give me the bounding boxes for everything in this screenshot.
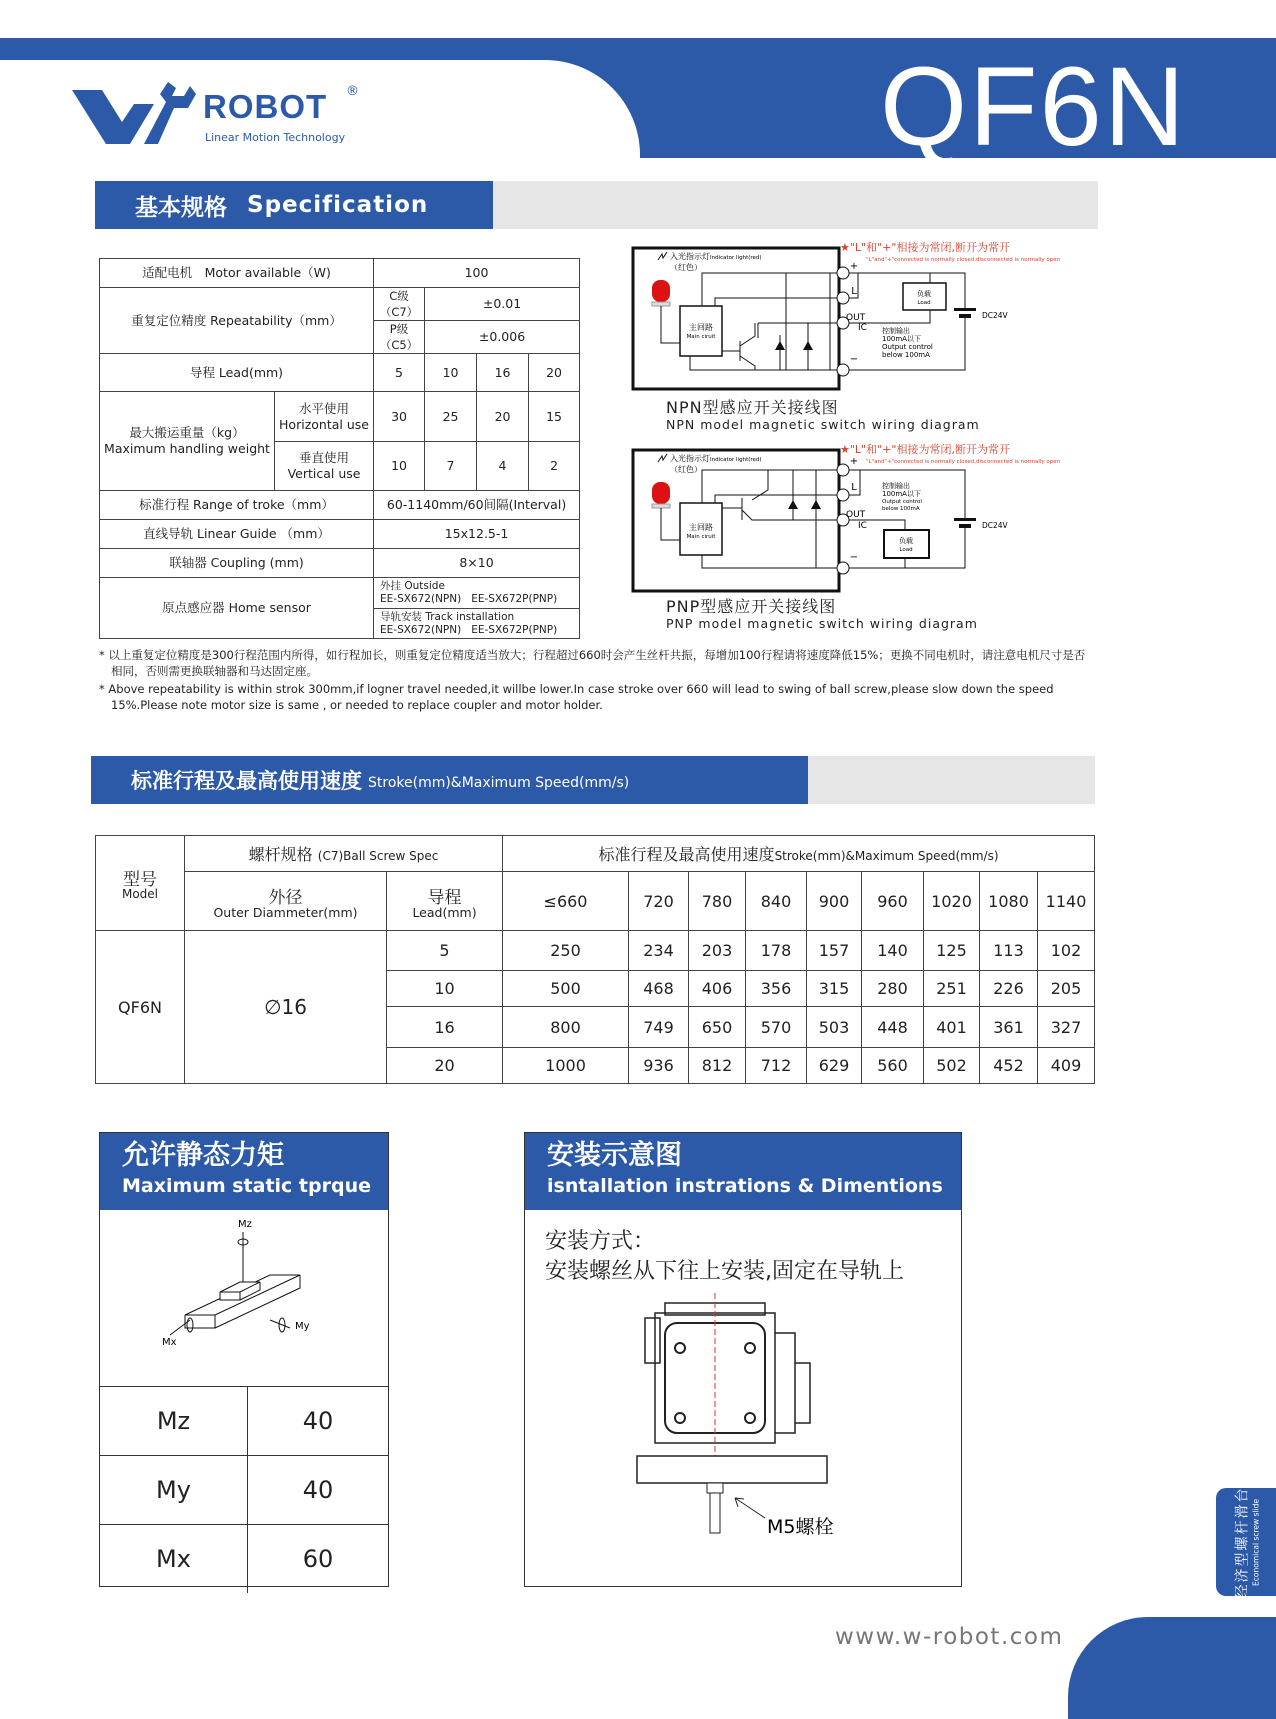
install-drawing <box>525 1293 961 1583</box>
footnote-cn: * 以上重复定位精度是300行程范围内所得，如行程加长，则重复定位精度适当放大；行程超过660时会产生丝杆共振，每增加100行程请将速度降低15%；更换不同电机时，请注意电机尺寸是否相同，否则需更换联轴器和马达固定座。 <box>99 648 1086 678</box>
torque-title-en: Maximum static tprque <box>122 1175 371 1197</box>
home-outside-models: EE-SX672(NPN) EE-SX672P(PNP) <box>380 593 558 605</box>
repeat-p-value: ±0.006 <box>425 321 580 354</box>
weight-value: 10 <box>374 442 425 491</box>
lead-cell: 10 <box>387 971 503 1007</box>
pnp-main-cn: 主回路 <box>689 523 713 532</box>
vertical-cn: 垂直使用 <box>299 450 350 465</box>
npn-title-cn: NPN型感应开关接线图 <box>666 398 839 417</box>
speed-cell: 800 <box>503 1007 629 1048</box>
speed-section-header <box>91 756 1095 804</box>
model-title: QF6N <box>880 44 1187 169</box>
repeat-c-label: C级（C7） <box>374 288 425 321</box>
speed-cell: 157 <box>807 931 862 971</box>
model-header-cn: 型号 <box>123 870 157 890</box>
stroke-col: 960 <box>862 872 924 931</box>
mx-axis-label: Mx <box>162 1337 177 1348</box>
pnp-ctrl-en2: below 100mA <box>882 506 920 512</box>
install-line1: 安装方式： <box>545 1229 656 1254</box>
speed-cell: 560 <box>862 1048 924 1084</box>
npn-indicator-color: （红色） <box>670 263 702 272</box>
out-label: OUT <box>846 313 866 323</box>
stroke-col: 720 <box>629 872 689 931</box>
light-rays-icon <box>658 454 667 462</box>
vertical-label <box>275 442 374 491</box>
l-terminal: L <box>851 482 857 493</box>
speed-cell: 500 <box>503 971 629 1007</box>
install-title-en: isntallation instrations & Dimentions <box>547 1175 943 1197</box>
robot-logo-icon <box>72 82 202 147</box>
bolt-label: M5螺栓 <box>767 1516 834 1538</box>
npn-main-en: Main ciruit <box>686 334 716 340</box>
model-cell: QF6N <box>96 931 185 1084</box>
my-axis-label: My <box>295 1321 310 1332</box>
pnp-load-cn: 负载 <box>899 537 913 545</box>
footnote-en: * Above repeatability is within strok 300mm,if logner travel needed,it willbe lower.In case stroke over 660 will lead to swing of ball screw,please slow down the speed 15%.Please note motor size is same , or needed to replace coupler and motor holder. <box>99 682 1054 712</box>
footer-corner <box>1068 1617 1276 1719</box>
speed-cell: 226 <box>980 971 1038 1007</box>
torque-header <box>100 1133 388 1210</box>
stroke-col: 780 <box>689 872 746 931</box>
mz-axis-label: Mz <box>238 1219 252 1230</box>
brand-tagline: Linear Motion Technology <box>205 131 346 144</box>
torque-row <box>100 1386 388 1455</box>
diameter-cell: ∅16 <box>185 931 387 1084</box>
install-box <box>524 1132 962 1587</box>
speed-cell: 629 <box>807 1048 862 1084</box>
motor-label: 适配电机 Motor available（W) <box>100 259 374 288</box>
speed-title-en: Stroke(mm)&Maximum Speed(mm/s) <box>368 775 630 791</box>
weight-value: 2 <box>529 442 580 491</box>
speed-cell: 401 <box>924 1007 980 1048</box>
torque-box <box>99 1132 389 1587</box>
lead-header-en: Lead(mm) <box>412 904 477 920</box>
lead-cell: 5 <box>387 931 503 971</box>
weight-value: 20 <box>477 392 529 442</box>
speed-cell: 205 <box>1038 971 1095 1007</box>
weight-label-cn: 最大搬运重量（kg） <box>129 425 245 440</box>
pnp-load-en: Load <box>899 547 913 553</box>
npn-indicator-en: Indicator light(red) <box>710 255 762 261</box>
screw-header <box>185 836 503 872</box>
pnp-diagram-caption <box>666 598 978 631</box>
speed-cell: 113 <box>980 931 1038 971</box>
speed-cell: 712 <box>746 1048 807 1084</box>
speed-cell: 234 <box>629 931 689 971</box>
guide-label: 直线导轨 Linear Guide （mm） <box>100 520 374 549</box>
lead-value: 16 <box>477 354 529 392</box>
npn-wiring-diagram <box>630 238 1090 398</box>
pnp-indicator-en: Indicator light(red) <box>710 457 762 463</box>
pnp-indicator-color: （红色） <box>670 465 702 474</box>
footnotes <box>99 647 1089 715</box>
speed-cell: 361 <box>980 1007 1038 1048</box>
ic-label: IC <box>858 323 867 333</box>
torque-row <box>100 1524 388 1593</box>
weight-value: 30 <box>374 392 425 442</box>
speed-cell: 936 <box>629 1048 689 1084</box>
speed-table <box>95 835 1095 1084</box>
npn-ctrl-cn: 控制输出 <box>882 327 910 335</box>
tab-label-en: Economical screw slide <box>1251 1498 1261 1586</box>
torque-value: 40 <box>302 1407 334 1435</box>
vertical-en: Vertical use <box>287 466 361 481</box>
npn-title-en: NPN model magnetic switch wiring diagram <box>666 417 980 432</box>
od-header <box>185 872 387 931</box>
npn-main-cn: 主回路 <box>689 323 713 332</box>
stroke-speed-header <box>503 836 1095 872</box>
coupling-value: 8×10 <box>374 549 580 578</box>
home-outside <box>374 578 580 609</box>
motor-value: 100 <box>374 259 580 288</box>
registered-mark: ® <box>346 84 359 99</box>
stroke-header-cn: 标准行程及最高使用速度 <box>598 845 775 864</box>
screw-header-cn: 螺杆规格 <box>248 845 313 864</box>
pnp-title-en: PNP model magnetic switch wiring diagram <box>666 616 978 631</box>
npn-load-cn: 负载 <box>917 290 931 298</box>
plus-terminal: + <box>849 261 859 272</box>
speed-cell: 102 <box>1038 931 1095 971</box>
home-outside-label: 外挂 Outside <box>380 580 445 592</box>
torque-name: My <box>100 1456 248 1524</box>
lead-cell: 20 <box>387 1048 503 1084</box>
weight-label <box>100 392 275 491</box>
lead-label: 导程 Lead(mm) <box>100 354 374 392</box>
home-track <box>374 609 580 639</box>
spec-table <box>99 258 580 639</box>
npn-dc-label: DC24V <box>982 311 1008 320</box>
weight-value: 15 <box>529 392 580 442</box>
ic-label: IC <box>858 521 867 531</box>
weight-value: 25 <box>425 392 477 442</box>
speed-cell: 749 <box>629 1007 689 1048</box>
speed-cell: 812 <box>689 1048 746 1084</box>
model-header <box>96 836 185 931</box>
light-rays-icon <box>658 252 667 260</box>
speed-cell: 251 <box>924 971 980 1007</box>
pnp-ctrl-cn2: 100mA以下 <box>882 490 921 498</box>
speed-cell: 503 <box>807 1007 862 1048</box>
pnp-dc-label: DC24V <box>982 521 1008 530</box>
npn-note-cn: ★"L"和"+"相接为常闭,断开为常开 <box>840 241 1010 254</box>
speed-cell: 280 <box>862 971 924 1007</box>
speed-cell: 125 <box>924 931 980 971</box>
coupling-label: 联轴器 Coupling (mm) <box>100 549 374 578</box>
spec-section-header <box>95 181 1098 229</box>
speed-cell: 327 <box>1038 1007 1095 1048</box>
pnp-note-cn: ★"L"和"+"相接为常闭,断开为常开 <box>840 443 1010 456</box>
lead-value: 5 <box>374 354 425 392</box>
weight-value: 7 <box>425 442 477 491</box>
stroke-value: 60-1140mm/60间隔(Interval) <box>374 491 580 520</box>
torque-name: Mz <box>100 1387 248 1455</box>
stroke-label: 标准行程 Range of troke（mm） <box>100 491 374 520</box>
minus-terminal: − <box>849 354 859 365</box>
torque-title-cn: 允许静态力矩 <box>122 1140 284 1171</box>
repeat-c-value: ±0.01 <box>425 288 580 321</box>
lead-cell: 16 <box>387 1007 503 1048</box>
speed-cell: 315 <box>807 971 862 1007</box>
screw-header-en: (C7)Ball Screw Spec <box>317 849 439 863</box>
speed-cell: 468 <box>629 971 689 1007</box>
torque-value: 40 <box>302 1476 334 1504</box>
torque-name: Mx <box>100 1525 248 1593</box>
pnp-ctrl-cn: 控制输出 <box>882 482 910 490</box>
guide-value: 15x12.5-1 <box>374 520 580 549</box>
npn-indicator-label: 入光指示灯 <box>670 252 710 261</box>
torque-axes-diagram <box>100 1210 388 1382</box>
out-label: OUT <box>846 510 866 520</box>
npn-ctrl-en: Output control <box>882 343 933 351</box>
speed-cell: 1000 <box>503 1048 629 1084</box>
stroke-col: 1140 <box>1038 872 1095 931</box>
lead-header-cn: 导程 <box>427 887 462 908</box>
red-led-icon <box>652 280 670 302</box>
pnp-title-cn: PNP型感应开关接线图 <box>666 597 837 616</box>
horizontal-en: Horizontal use <box>279 416 369 432</box>
weight-label-en: Maximum handling weight <box>104 441 270 456</box>
npn-ctrl-en2: below 100mA <box>882 351 930 359</box>
pnp-ctrl-en: Output control <box>882 499 922 505</box>
lead-value: 10 <box>425 354 477 392</box>
install-line2: 安装螺丝从下往上安装,固定在导轨上 <box>545 1259 904 1284</box>
speed-cell: 406 <box>689 971 746 1007</box>
home-track-label: 导轨安装 Track installation <box>380 610 515 623</box>
speed-cell: 178 <box>746 931 807 971</box>
speed-cell: 650 <box>689 1007 746 1048</box>
lead-header <box>387 872 503 931</box>
od-header-en: Outer Diammeter(mm) <box>213 904 358 920</box>
od-header-cn: 外径 <box>268 887 303 908</box>
npn-load-en: Load <box>917 300 931 306</box>
pnp-wiring-diagram <box>630 440 1090 600</box>
home-track-models: EE-SX672(NPN) EE-SX672P(PNP) <box>380 623 558 636</box>
tab-label-cn: 经济型螺杆滑台 <box>1234 1486 1251 1598</box>
stroke-col: 840 <box>746 872 807 931</box>
horizontal-cn: 水平使用 <box>299 400 350 416</box>
speed-row <box>96 931 1095 971</box>
brand-name: ROBOT <box>203 88 328 125</box>
minus-terminal: − <box>849 552 859 563</box>
torque-row <box>100 1455 388 1524</box>
l-terminal: L <box>851 286 857 297</box>
speed-cell: 570 <box>746 1007 807 1048</box>
home-label: 原点感应器 Home sensor <box>100 578 374 639</box>
pnp-indicator-label: 入光指示灯 <box>670 454 710 463</box>
install-instructions <box>525 1210 961 1287</box>
plus-terminal: + <box>849 456 859 467</box>
speed-cell: 140 <box>862 931 924 971</box>
repeat-p-label: P级（C5） <box>374 321 425 354</box>
spec-title-en: Specification <box>247 192 429 218</box>
speed-cell: 203 <box>689 931 746 971</box>
stroke-header-en: Stroke(mm)&Maximum Speed(mm/s) <box>774 849 999 863</box>
npn-note-en: "L"and"+"connected is normally closed,disconnected is normally open <box>866 257 1061 263</box>
speed-cell: 409 <box>1038 1048 1095 1084</box>
category-side-tab <box>1216 1488 1276 1596</box>
horizontal-label <box>275 392 374 442</box>
model-header-en: Model <box>121 887 159 901</box>
repeat-label: 重复定位精度 Repeatability（mm） <box>100 288 374 354</box>
pnp-note-en: "L"and"+"connected is normally closed,disconnected is normally open <box>866 459 1061 465</box>
weight-value: 4 <box>477 442 529 491</box>
speed-cell: 250 <box>503 931 629 971</box>
stroke-col: 900 <box>807 872 862 931</box>
spec-title-cn: 基本规格 <box>135 194 227 221</box>
red-led-icon <box>652 482 670 504</box>
install-header <box>525 1133 961 1210</box>
stroke-col: 1080 <box>980 872 1038 931</box>
install-title-cn: 安装示意图 <box>547 1140 682 1171</box>
speed-cell: 452 <box>980 1048 1038 1084</box>
torque-value: 60 <box>302 1545 334 1573</box>
website-url[interactable]: www.w-robot.com <box>835 1624 1064 1650</box>
npn-diagram-caption <box>666 399 980 432</box>
speed-title-cn: 标准行程及最高使用速度 <box>131 769 362 793</box>
pnp-main-en: Main ciruit <box>686 534 716 540</box>
speed-cell: 448 <box>862 1007 924 1048</box>
stroke-col: 1020 <box>924 872 980 931</box>
lead-value: 20 <box>529 354 580 392</box>
speed-cell: 502 <box>924 1048 980 1084</box>
npn-ctrl-cn2: 100mA以下 <box>882 335 921 343</box>
stroke-col: ≤660 <box>503 872 629 931</box>
speed-cell: 356 <box>746 971 807 1007</box>
